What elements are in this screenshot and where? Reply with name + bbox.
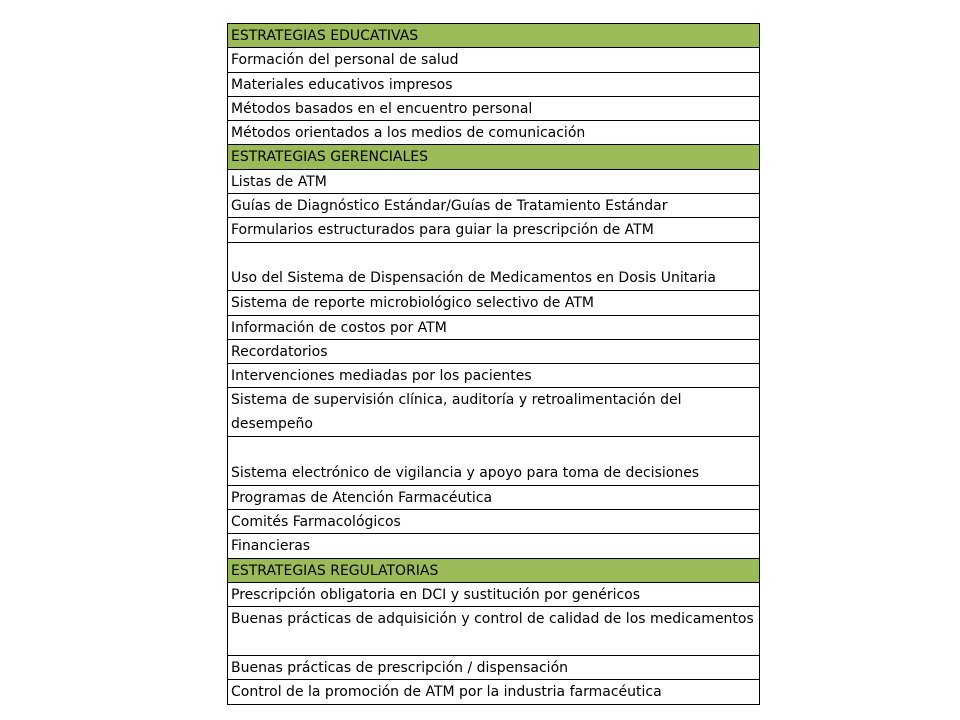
table-cell-text: Guías de Diagnóstico Estándar/Guías de Tratamiento Estándar (231, 198, 668, 215)
table-row (228, 73, 759, 97)
table-cell-text: Formación del personal de salud (231, 52, 459, 69)
section-header-row (228, 24, 759, 48)
table-row (228, 291, 759, 315)
section-header-label: ESTRATEGIAS GERENCIALES (231, 149, 428, 166)
table-row (228, 534, 759, 558)
strategies-table (227, 23, 760, 705)
table-row (228, 121, 759, 145)
table-cell-text: Listas de ATM (231, 173, 327, 190)
table-row (228, 48, 759, 72)
table-cell-text: Recordatorios (231, 343, 328, 360)
table-row (228, 243, 759, 292)
table-row (228, 194, 759, 218)
table-cell-text: Métodos orientados a los medios de comunicación (231, 125, 586, 142)
table-cell-text: Comités Farmacológicos (231, 513, 401, 530)
table-cell-text: Sistema electrónico de vigilancia y apoyo para toma de decisiones (231, 464, 700, 481)
table-row (228, 170, 759, 194)
table-row (228, 437, 759, 486)
table-row (228, 340, 759, 364)
table-cell-text: Intervenciones mediadas por los pacientes (231, 368, 532, 385)
table-cell-text: Sistema de supervisión clínica, auditoría y retroalimentación del desempeño (231, 392, 682, 433)
table-row (228, 583, 759, 607)
table-row (228, 680, 759, 704)
table-row (228, 364, 759, 388)
table-cell-text: Buenas prácticas de prescripción / dispensación (231, 659, 569, 676)
table-cell-text: Prescripción obligatoria en DCI y sustitución por genéricos (231, 586, 641, 603)
table-cell-text: Sistema de reporte microbiológico selectivo de ATM (231, 295, 594, 312)
section-header-label: ESTRATEGIAS EDUCATIVAS (231, 28, 419, 44)
table-cell-text: Métodos basados en el encuentro personal (231, 100, 533, 117)
table-row (228, 486, 759, 510)
table-cell-text: Control de la promoción de ATM por la industria farmacéutica (231, 684, 662, 701)
table-cell-text: Programas de Atención Farmacéutica (231, 489, 493, 506)
section-header-row (228, 559, 759, 583)
table-cell-text: Buenas prácticas de adquisición y control de calidad de los medicamentos (231, 611, 754, 628)
table-cell-text: Materiales educativos impresos (231, 76, 453, 93)
table-row (228, 388, 759, 437)
table-row (228, 218, 759, 242)
table-row (228, 510, 759, 534)
table-cell-text: Uso del Sistema de Dispensación de Medicamentos en Dosis Unitaria (231, 270, 717, 287)
table-row (228, 97, 759, 121)
section-header-label: ESTRATEGIAS REGULATORIAS (231, 562, 439, 579)
table-cell-text: Información de costos por ATM (231, 319, 447, 336)
table-cell-text: Financieras (231, 538, 311, 555)
table-row (228, 656, 759, 680)
table-row (228, 607, 759, 656)
table-cell-text: Formularios estructurados para guiar la prescripción de ATM (231, 222, 654, 239)
table-row (228, 316, 759, 340)
section-header-row (228, 145, 759, 169)
